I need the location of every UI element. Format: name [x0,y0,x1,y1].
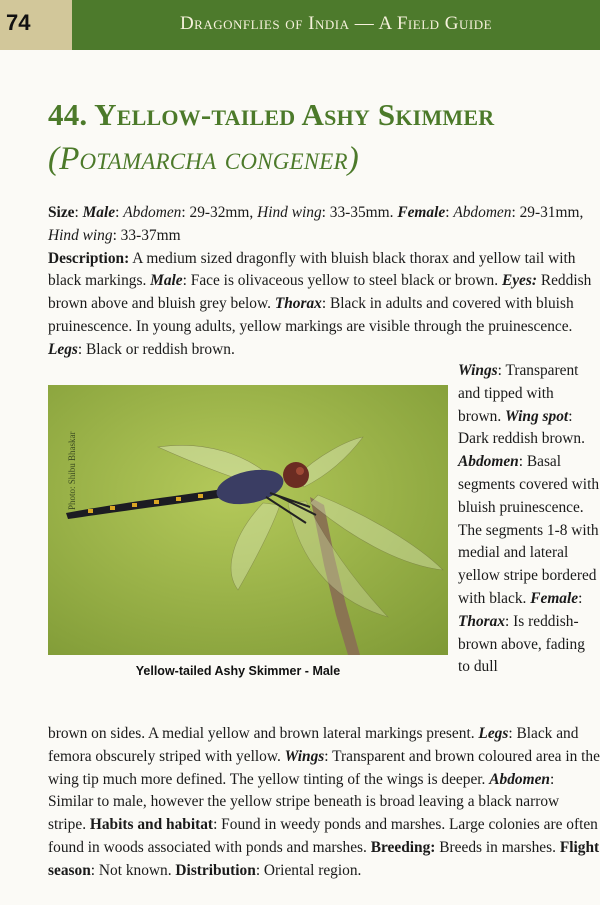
photo-credit: Photo: Shibu Bhaskar [67,431,77,510]
bottom-abdomen: : Similar to male, however the yellow stripe beneath is broad leaving a black narrow stripe. [48,770,560,834]
habits-label: Habits and habitat [89,816,214,834]
side-abdomen-label: Abdomen [458,453,519,471]
side-abdomen: : Basal segments covered with bluish pruinescence. The segments 1-8 with medial and lateral yellow stripe bordered with black. [458,453,600,607]
bottom-abdomen-label: Abdomen [489,770,550,788]
page-number: 74 [0,0,72,50]
size-label: Size [48,204,75,221]
flight-text: : Not known. [90,861,176,879]
dragonfly-photo [48,385,448,655]
description-thorax-label: Thorax [274,295,322,313]
species-title: 44. Yellow-tailed Ashy Skimmer [48,97,495,132]
running-title: Dragonflies of India — A Field Guide [72,0,600,50]
side-wingspot-label: Wing spot [505,407,569,425]
size-male-abdomen: : 29-32mm, [181,204,254,221]
size-female-abdomen: : 29-31mm, [511,204,584,221]
description-legs-label: Legs [48,340,78,358]
bottom-paragraph [48,723,600,883]
photo-caption: Yellow-tailed Ashy Skimmer - Male [135,664,341,678]
side-female-colon: : [578,589,583,607]
size-female-abdomen-label: Abdomen [453,204,512,221]
size-female-hindwing: : 33-37mm [112,226,181,244]
size-female-label: Female [397,204,446,221]
side-column-text [458,360,600,679]
eye-shape [283,462,309,488]
bottom-legs-label: Legs [478,725,509,742]
description-paragraph: Size: Male: Abdomen: 29-32mm, Hind wing: 33-35mm. Female: Abdomen: 29-31mm, Hind wing: 33-37mm Description: A medium sized dragonfly with bluish black thorax and yellow tail with black markings. Male: Face is olivaceous yellow to steel black or brown. Eyes: Reddish brown above and bluish grey below. Thorax: Black in adults and covered with bluish pruinescence. In young adults, yellow markings are visible through the pruinescence. Legs: Black or reddish brown. [48,204,592,358]
side-thorax-label: Thorax [458,612,506,630]
size-male-abdomen-label: Abdomen [123,204,182,221]
flight-label: Flight season [48,838,600,879]
side-female-label: Female [530,589,579,607]
side-wings: : Transparent and tipped with brown. [458,362,579,425]
bottom-wings-label: Wings [284,747,325,765]
size-male-hindwing-label: Hind wing [257,204,322,221]
description-label: Description: [48,249,130,267]
species-title-block [48,96,593,178]
description-thorax: : Black in adults and covered with bluish pruinescence. In young adults, yellow markings are visible through the pruinescence. [48,295,574,335]
description-legs: : Black or reddish brown. [77,340,235,358]
side-thorax: : Is reddish-brown above, fading to dull [458,612,585,676]
photo-credit-wrap [57,400,77,515]
description-male-face: : Face is olivaceous yellow to steel black or brown. [182,272,502,290]
breeding-text: Breeds in marshes. [435,838,560,856]
distribution-text: : Oriental region. [255,861,362,879]
bottom-legs: : Black and femora obscurely striped with yellow. [48,725,579,765]
size-male-hindwing: : 33-35mm. [321,204,394,221]
scientific-name: (Potamarcha congener) [48,141,359,177]
distribution-label: Distribution [175,861,256,879]
bottom-intro: brown on sides. A medial yellow and brown lateral markings present. [48,725,479,742]
size-male-label: Male [82,204,116,221]
description-eyes: Reddish brown above and bluish grey below. [48,272,592,313]
dragonfly-illustration [48,385,448,655]
description-intro: A medium sized dragonfly with bluish black thorax and yellow tail with black markings. [48,249,576,290]
page-header [0,0,600,50]
bottom-wings: : Transparent and brown coloured area in the wing tip much more defined. The yellow tinting of the wings is deeper. [48,747,600,788]
side-wings-label: Wings [458,362,498,379]
description-male-label: Male [150,272,183,290]
habits-text: : Found in weedy ponds and marshes. Large colonies are often found in woods associated with ponds and marshes. [48,816,598,856]
description-eyes-label: Eyes: [501,272,537,290]
size-female-hindwing-label: Hind wing [48,226,113,244]
side-wingspot: : Dark reddish brown. [458,407,585,448]
breeding-label: Breeding: [370,838,436,856]
